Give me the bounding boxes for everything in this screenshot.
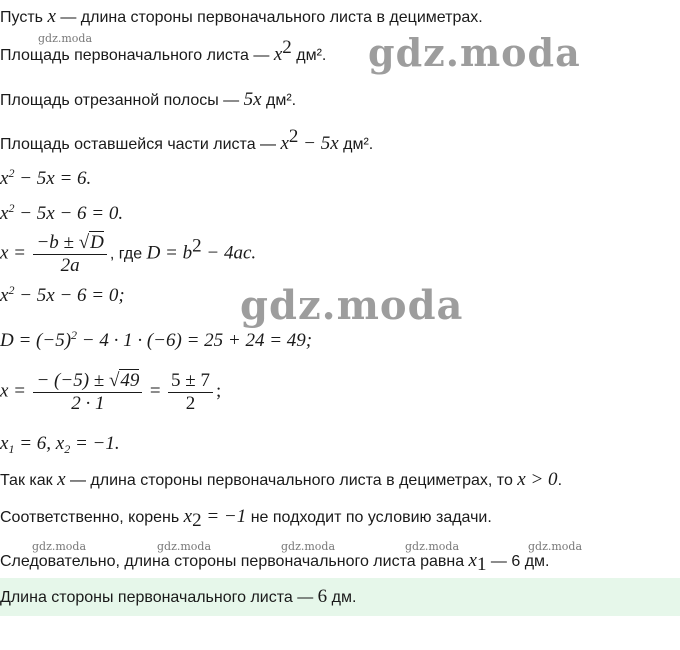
watermark-small: gdz.moda xyxy=(157,540,212,553)
roots-fraction-2: $\frac{5 \pm 7}{2}$ xyxy=(168,370,213,415)
equation-2: $x^2 - 5x - 6 = 0$. xyxy=(0,201,124,224)
watermark-small: gdz.moda xyxy=(281,540,336,553)
roots-formula: x = $\frac{- (-5) \pm √49}{2 \cdot 1}$ = $\frac{5 \pm 7}{2}$ ; xyxy=(0,370,222,414)
intro-line: Пусть x — длина стороны первоначального листа в дециметрах. xyxy=(0,6,483,27)
watermark-small: gdz.moda xyxy=(32,540,87,553)
condition-line: Так как x — длина стороны первоначального листа в дециметрах, то x > 0. xyxy=(0,469,563,490)
quadratic-fraction: $\frac{-b \pm √D}{2a}$ xyxy=(33,232,106,277)
rejection-line: Соответственно, корень $x_2 = -1$ не подходит по условию задачи. xyxy=(0,506,492,531)
watermark-small: gdz.moda xyxy=(528,540,583,553)
discriminant-line: $D = (-5)^2 - 4 \cdot 1 \cdot (-6) = 25 + 24 = 49$; xyxy=(0,328,313,351)
conclusion-line: Следовательно, длина стороны первоначального листа равна $x_1$ — 6 дм. xyxy=(0,550,550,575)
watermark-small: gdz.moda xyxy=(405,540,460,553)
answer-box: Длина стороны первоначального листа — 6 дм. xyxy=(0,578,680,616)
equation-4: $x^2 - 5x - 6 = 0$; xyxy=(0,283,125,306)
equation-1: $x^2 - 5x = 6$. xyxy=(0,166,92,189)
remaining-area-line: Площадь оставшейся части листа — $x^2 - 5x$ дм². xyxy=(0,126,374,154)
watermark-large: gdz.moda xyxy=(368,30,581,75)
strip-area-line: Площадь отрезанной полосы — 5x дм². xyxy=(0,89,297,110)
watermark-small: gdz.moda xyxy=(38,32,93,45)
roots-fraction-1: $\frac{- (-5) \pm √49}{2 \cdot 1}$ xyxy=(33,370,142,415)
watermark-large: gdz.moda xyxy=(240,282,464,329)
roots-values: $x_1 = 6$, $x_2 = -1$. xyxy=(0,433,120,456)
original-area-line: Площадь первоначального листа — $x^2$ дм². xyxy=(0,37,327,65)
quadratic-formula: x = $\frac{-b \pm √D}{2a}$ , где $D = b^2 - 4ac$. xyxy=(0,232,257,276)
